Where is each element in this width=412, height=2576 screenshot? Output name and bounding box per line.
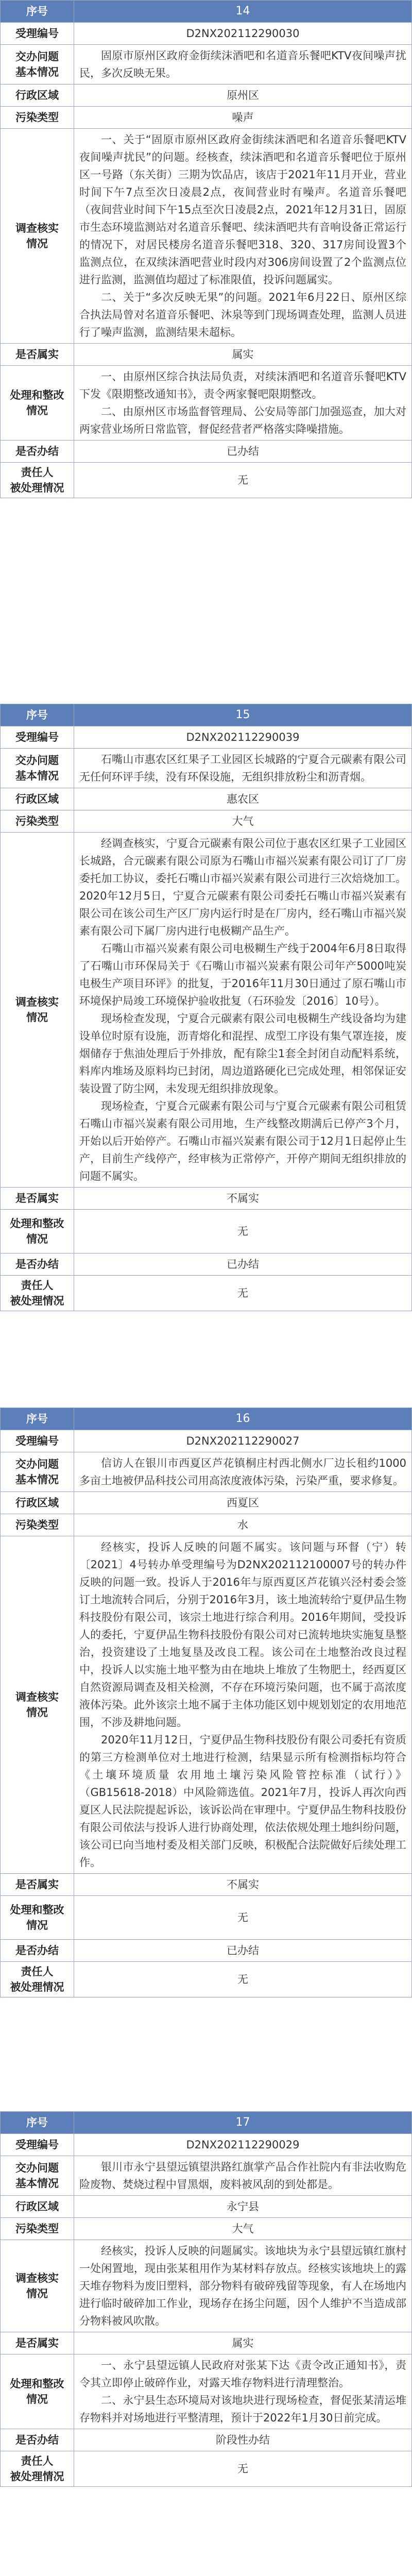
is-true-label: 是否属实 bbox=[15, 1192, 59, 1205]
closed-label-cell bbox=[1, 2429, 74, 2451]
complaint-record bbox=[0, 2111, 412, 2487]
verify-label-line: 情况 bbox=[26, 1706, 48, 1719]
pollution-value-cell bbox=[74, 2218, 412, 2240]
is-true-label-cell bbox=[1, 344, 74, 366]
handle-label-line: 处理和整改 bbox=[10, 2378, 64, 2390]
person-label-cell bbox=[1, 1962, 74, 1997]
pollution-value: 大气 bbox=[232, 815, 254, 827]
pollution-label-cell bbox=[1, 1514, 74, 1536]
region-label-cell bbox=[1, 84, 74, 107]
seq-label: 序号 bbox=[26, 2116, 48, 2129]
basic-label-cell bbox=[1, 749, 74, 788]
pollution-label-cell bbox=[1, 107, 74, 129]
handle-label-line: 情况 bbox=[26, 2393, 48, 2405]
person-value-cell bbox=[74, 1962, 412, 1997]
verify-value-cell bbox=[74, 833, 412, 1188]
case-number: D2NX202112290030 bbox=[186, 27, 300, 40]
basic-label-line: 基本情况 bbox=[15, 770, 59, 782]
handle-value-cell bbox=[74, 366, 412, 440]
region-value: 原州区 bbox=[227, 89, 259, 101]
handle-value-cell bbox=[74, 1210, 412, 1253]
verify-value-cell bbox=[74, 2240, 412, 2332]
person-label-cell bbox=[1, 2451, 74, 2487]
case-no-label-cell bbox=[1, 726, 74, 749]
seq-label-cell bbox=[1, 1408, 74, 1430]
seq-label: 序号 bbox=[26, 709, 48, 721]
closed-label: 是否办结 bbox=[15, 445, 59, 457]
seq-label: 序号 bbox=[26, 1413, 48, 1425]
pollution-value-cell bbox=[74, 810, 412, 833]
verify-paragraph: 现场检查发现，宁夏合元碳素有限公司电极糊生产线设备均为建设单位时原有设施，沥青熔化和混捏、成型工序设有集气罩连接，废烟储存于焦油处理后于外排放，配有除尘1套全封闭自动配料系统，料库内堆场及原料均已封闭，周边道路硬化已完成处理，相邻保证安装设置了防尘网，未发现无组织排放现象。 bbox=[79, 1012, 406, 1095]
region-value-cell bbox=[74, 1492, 412, 1514]
closed-label: 是否办结 bbox=[15, 2434, 59, 2446]
case-no-label: 受理编号 bbox=[15, 731, 59, 743]
is-true-value-cell bbox=[74, 2332, 412, 2354]
seq-label-cell bbox=[1, 704, 74, 726]
closed-label-cell bbox=[1, 1940, 74, 1962]
is-true-value: 不属实 bbox=[227, 1878, 259, 1891]
case-number: D2NX202112290029 bbox=[186, 2139, 300, 2151]
verify-paragraph: 经核实，投诉人反映的问题属实。该地块为永宁县望远镇红旗村一处闲置地，现由张某租用作为某材料存放点。经核实该地块上的露天堆存物料为废旧塑料，部分物料有破碎残留等现象，有人在场地内进行临时破碎加工作业，现场存在扬尘问题，因个人维护不当造成部分物料被风吹散。 bbox=[79, 2245, 406, 2327]
region-label-cell bbox=[1, 788, 74, 810]
complaint-record bbox=[0, 704, 412, 1311]
handle-label-cell bbox=[1, 1896, 74, 1940]
handle-label-cell bbox=[1, 2354, 74, 2429]
handle-paragraph: 一、由原州区综合执法局负责，对续沫酒吧和名道音乐餐吧KTV下发《限期整改通知书》，责令两家餐吧限期整改。 bbox=[79, 370, 406, 400]
handle-label-line: 情况 bbox=[26, 1919, 48, 1931]
region-label: 行政区域 bbox=[15, 1497, 59, 1509]
handle-label-line: 处理和整改 bbox=[10, 1217, 64, 1230]
verify-paragraph: 2020年11月12日，宁夏伊品生物科技股份有限公司委托有资质的第三方检测单位对土地进行检测，结果显示所有检测指标均符合《土壤环境质量 农用地土壤污染风险管控标准（试行）》（GB15618-2018）中风险筛选值。2021年7月，投诉人再次向西夏区人民法院提起诉讼，该诉讼尚在审理中。宁夏伊品生物科技股份有限公司依法与投诉人进行协商处理，依法依规处理土地纠纷问题，该公司已向当地村委及相关部门反映，积极配合法院做好后续处理工作。 bbox=[79, 1734, 406, 1869]
person-label-cell bbox=[1, 463, 74, 498]
is-true-label: 是否属实 bbox=[15, 348, 59, 361]
case-no-label: 受理编号 bbox=[15, 1435, 59, 1447]
closed-value: 阶段性办结 bbox=[216, 2434, 270, 2446]
case-no-label: 受理编号 bbox=[15, 27, 59, 40]
basic-label-line: 交办问题 bbox=[15, 2162, 59, 2174]
basic-value-cell bbox=[74, 2156, 412, 2196]
pollution-label-cell bbox=[1, 810, 74, 833]
region-value: 惠农区 bbox=[227, 793, 259, 805]
is-true-label-cell bbox=[1, 1188, 74, 1210]
is-true-value-cell bbox=[74, 1874, 412, 1896]
verify-label-line: 情况 bbox=[26, 238, 48, 250]
person-label-line: 被处理情况 bbox=[10, 1295, 64, 1307]
case-no-label-cell bbox=[1, 1430, 74, 1452]
basic-label-cell bbox=[1, 1452, 74, 1492]
closed-value-cell bbox=[74, 440, 412, 463]
pollution-label: 污染类型 bbox=[15, 111, 59, 124]
seq-number: 16 bbox=[235, 1412, 250, 1425]
region-value-cell bbox=[74, 84, 412, 107]
region-label: 行政区域 bbox=[15, 2200, 59, 2213]
basic-paragraph: 固原市原州区政府金街续沫酒吧和名道音乐餐吧KTV夜间噪声扰民，多次反映无果。 bbox=[79, 49, 406, 79]
handle-paragraph: 无 bbox=[237, 1911, 248, 1924]
basic-value-cell bbox=[74, 749, 412, 788]
case-no-value-cell bbox=[74, 23, 412, 45]
basic-label-line: 交办问题 bbox=[15, 1458, 59, 1470]
person-label-line: 责任人 bbox=[21, 1279, 54, 1292]
verify-value-cell bbox=[74, 1536, 412, 1874]
verify-paragraph: 一、关于“固原市原州区政府金街续沫酒吧和名道音乐餐吧KTV夜间噪声扰民”的问题。经核查，续沫酒吧和名道音乐餐吧位于原州区一号路（东关街）三期为饮品店，该店于2021年11月开业，营业时间下午7点至次日凌晨2点，夜间营业时有噪声。名道音乐餐吧（夜间营业时间下午15点至次日凌晨2点，2021年12月31日，固原市生态环境监测站对名道音乐餐吧、续沫酒吧共有音响设备正常运行的情况下，对居民楼房名道音乐餐吧318、320、317房间设置3个监测点位，在双续沫酒吧营业时段内对306房间设置了2个监测点位进行监测，监测值均超过了标准限值，投诉问题属实。 bbox=[79, 133, 406, 286]
seq-number: 15 bbox=[235, 708, 250, 721]
pollution-value-cell bbox=[74, 107, 412, 129]
person-value: 无 bbox=[237, 1973, 248, 1986]
closed-label: 是否办结 bbox=[15, 1258, 59, 1270]
verify-label-line: 调查核实 bbox=[15, 222, 59, 234]
handle-paragraph: 无 bbox=[237, 1225, 248, 1238]
pollution-value: 大气 bbox=[232, 2223, 254, 2235]
seq-value-cell bbox=[74, 1, 412, 23]
closed-value: 已办结 bbox=[227, 1944, 259, 1957]
pollution-label: 污染类型 bbox=[15, 815, 59, 827]
basic-label-line: 基本情况 bbox=[15, 1473, 59, 1486]
closed-label-cell bbox=[1, 1253, 74, 1276]
basic-label-line: 基本情况 bbox=[15, 2177, 59, 2190]
verify-label-line: 情况 bbox=[26, 2287, 48, 2300]
handle-label-line: 处理和整改 bbox=[10, 1904, 64, 1916]
seq-label-cell bbox=[1, 2112, 74, 2134]
case-no-value-cell bbox=[74, 2134, 412, 2156]
is-true-value: 属实 bbox=[232, 348, 254, 361]
verify-paragraph: 石嘴山市福兴炭素有限公司电极糊生产线于2004年6月8日取得了石嘴山市环保局关于《石嘴山市福兴炭素有限公司年产5000吨炭电极生产项目环评》的批复，于2016年11月30日通过了原石嘴山市环境保护局竣工环境保护验收批复（石环验发〔2016〕10号）。 bbox=[79, 942, 406, 1007]
closed-value-cell bbox=[74, 1940, 412, 1962]
verify-label-line: 调查核实 bbox=[15, 1691, 59, 1703]
verify-paragraph: 二、关于“多次反映无果”的问题。2021年6月22日、原州区综合执法局曾对名道音乐餐吧、沐泉等到门现场调查处理，监测人员进行了噪声监测，监测结果未超标。 bbox=[79, 291, 406, 338]
handle-label-line: 情况 bbox=[26, 1233, 48, 1245]
seq-number: 17 bbox=[235, 2116, 250, 2129]
basic-label-cell bbox=[1, 45, 74, 84]
handle-label-line: 处理和整改 bbox=[10, 389, 64, 401]
person-value-cell bbox=[74, 1276, 412, 1311]
is-true-label-cell bbox=[1, 1874, 74, 1896]
region-label-cell bbox=[1, 1492, 74, 1514]
handle-paragraph: 二、永宁县生态环境局对该地块进行现场检查，督促张某清运堆存物料并对场地进行平整清理，预计于2022年1月30日前完成。 bbox=[79, 2394, 406, 2424]
closed-label-cell bbox=[1, 440, 74, 463]
handle-paragraph: 一、永宁县望远镇人民政府对张某下达《责令改正通知书》，责令其立即停止破碎作业，对露天堆存物料进行清理整治。 bbox=[79, 2359, 406, 2389]
case-no-value-cell bbox=[74, 1430, 412, 1452]
closed-value: 已办结 bbox=[227, 445, 259, 457]
case-no-label-cell bbox=[1, 23, 74, 45]
is-true-label: 是否属实 bbox=[15, 2337, 59, 2349]
person-label-line: 责任人 bbox=[21, 2455, 54, 2467]
pollution-label-cell bbox=[1, 2218, 74, 2240]
closed-value-cell bbox=[74, 1253, 412, 1276]
person-label-cell bbox=[1, 1276, 74, 1311]
seq-label: 序号 bbox=[26, 5, 48, 18]
basic-paragraph: 石嘴山市惠农区红果子工业园区长城路的宁夏合元碳素有限公司无任何环评手续，没有环保设施，无组织排放粉尘和沥青烟。 bbox=[79, 753, 406, 783]
seq-value-cell bbox=[74, 1408, 412, 1430]
pollution-value: 噪声 bbox=[232, 111, 254, 124]
basic-label-line: 基本情况 bbox=[15, 66, 59, 78]
region-label: 行政区域 bbox=[15, 89, 59, 101]
verify-paragraph: 经调查核实，宁夏合元碳素有限公司位于惠农区红果子工业园区长城路，合元碳素有限公司原为石嘴山市福兴炭素有限公司订了厂房委托加工协议，委托石嘴山市福兴炭素有限公司进行三次焙烧加工。2020年12月5日，宁夏合元碳素有限公司委托石嘴山市福兴炭素有限公司在该公司生产区厂房内运行时是在厂房内，经石嘴山市福兴炭素有限公司下属厂房内进行电极糊产品生产。 bbox=[79, 837, 406, 937]
pollution-value-cell bbox=[74, 1514, 412, 1536]
verify-paragraph: 现场检查，宁夏合元碳素有限公司与宁夏合元碳素有限公司租赁石嘴山市福兴炭素有限公司用地，生产线整改期满后已停产3个月，开始以后开始停产。石嘴山市福兴炭素有限公司于12月1日起停止生产，目前生产线停产，经审核为正常停产，开停产期间无组织排放的问题不属实。 bbox=[79, 1100, 406, 1182]
is-true-label-cell bbox=[1, 2332, 74, 2354]
closed-value: 已办结 bbox=[227, 1258, 259, 1270]
case-no-label: 受理编号 bbox=[15, 2139, 59, 2151]
pollution-value: 水 bbox=[237, 1519, 248, 1531]
verify-label-line: 调查核实 bbox=[15, 996, 59, 1008]
verify-label-line: 调查核实 bbox=[15, 2272, 59, 2284]
is-true-label: 是否属实 bbox=[15, 1878, 59, 1891]
basic-paragraph: 信访人在银川市西夏区芦花镇桐庄村西北侧水厂边长租约1000多亩土地被伊品科技公司用高浓度液体污染，污染严重，要求修复。 bbox=[79, 1457, 406, 1487]
complaint-record bbox=[0, 0, 412, 498]
basic-label-line: 交办问题 bbox=[15, 754, 59, 767]
verify-label-cell bbox=[1, 129, 74, 344]
verify-paragraph: 经核实，投诉人反映的问题不属实。该问题与环督（宁）转〔2021〕4号转办单受理编号为D2NX202112100007号的转办件反映的问题一致。投诉人于2016年与原西夏区芦花镇兴泾村委会签订土地流转合同后，分别于2016年3月，该土地流转给宁夏伊品生物科技股份有限公司，该宗土地进行综合利用。2016年期间，受投诉人的委托，宁夏伊品生物科技股份有限公司对已流转地块实施复垦整治，投资建设了土地复垦及改良工程。该公司在土地整治改良过程中，投诉人以实施土地平整为由在地块上堆放了生物肥土，经西夏区自然资源局调查及相关检测，不存在环境污染问题，也不属于高浓度液体污染。此外该宗土地不属于主体功能区划中规划划定的农用地范围，不涉及耕地问题。 bbox=[79, 1541, 406, 1728]
case-no-value-cell bbox=[74, 726, 412, 749]
pollution-label: 污染类型 bbox=[15, 2223, 59, 2235]
pollution-label: 污染类型 bbox=[15, 1519, 59, 1531]
handle-paragraph: 二、由原州区市场监督管理局、公安局等部门加强巡查，加大对两家营业场所日常监管，督促经营者严格落实降噪措施。 bbox=[79, 405, 406, 435]
verify-value-cell bbox=[74, 129, 412, 344]
seq-number: 14 bbox=[235, 5, 250, 18]
region-value: 永宁县 bbox=[227, 2200, 259, 2213]
case-number: D2NX202112290027 bbox=[186, 1435, 300, 1447]
region-label-cell bbox=[1, 2196, 74, 2218]
person-label-line: 被处理情况 bbox=[10, 482, 64, 494]
complaint-record bbox=[0, 1408, 412, 1997]
verify-label-cell bbox=[1, 1536, 74, 1874]
person-value-cell bbox=[74, 463, 412, 498]
seq-value-cell bbox=[74, 704, 412, 726]
person-label-line: 责任人 bbox=[21, 466, 54, 479]
seq-label-cell bbox=[1, 1, 74, 23]
region-label: 行政区域 bbox=[15, 793, 59, 805]
verify-label-cell bbox=[1, 2240, 74, 2332]
person-label-line: 被处理情况 bbox=[10, 1981, 64, 1993]
basic-label-cell bbox=[1, 2156, 74, 2196]
person-label-line: 被处理情况 bbox=[10, 2470, 64, 2483]
handle-label-cell bbox=[1, 366, 74, 440]
person-value-cell bbox=[74, 2451, 412, 2487]
basic-label-line: 交办问题 bbox=[15, 50, 59, 63]
handle-label-line: 情况 bbox=[26, 404, 48, 417]
person-value: 无 bbox=[237, 1287, 248, 1299]
region-value-cell bbox=[74, 2196, 412, 2218]
seq-value-cell bbox=[74, 2112, 412, 2134]
basic-value-cell bbox=[74, 1452, 412, 1492]
handle-value-cell bbox=[74, 2354, 412, 2429]
is-true-value: 不属实 bbox=[227, 1192, 259, 1205]
basic-paragraph: 银川市永宁县望远镇望洪路红旗掌产品合作社院内有非法收购危险废物、焚烧过程中冒黑烟，废料被风刮的到处都是。 bbox=[79, 2161, 406, 2191]
verify-label-cell bbox=[1, 833, 74, 1188]
closed-value-cell bbox=[74, 2429, 412, 2451]
person-label-line: 责任人 bbox=[21, 1965, 54, 1978]
case-no-label-cell bbox=[1, 2134, 74, 2156]
region-value-cell bbox=[74, 788, 412, 810]
verify-label-line: 情况 bbox=[26, 1011, 48, 1024]
closed-label: 是否办结 bbox=[15, 1944, 59, 1957]
basic-value-cell bbox=[74, 45, 412, 84]
is-true-value-cell bbox=[74, 1188, 412, 1210]
is-true-value-cell bbox=[74, 344, 412, 366]
handle-value-cell bbox=[74, 1896, 412, 1940]
region-value: 西夏区 bbox=[227, 1497, 259, 1509]
person-value: 无 bbox=[237, 2463, 248, 2475]
handle-label-cell bbox=[1, 1210, 74, 1253]
person-value: 无 bbox=[237, 474, 248, 486]
case-number: D2NX202112290039 bbox=[186, 731, 300, 743]
is-true-value: 属实 bbox=[232, 2337, 254, 2349]
